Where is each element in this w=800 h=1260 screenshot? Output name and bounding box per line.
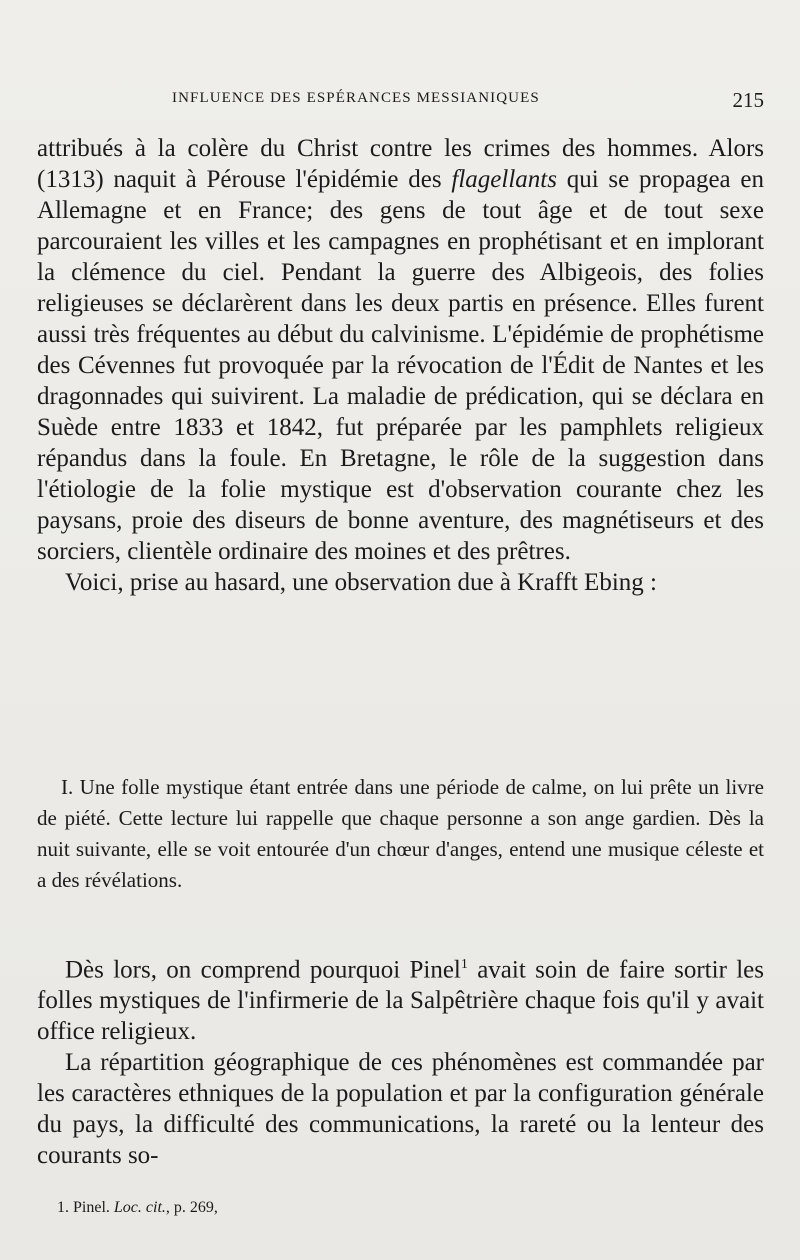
footnote-page: , p. 269, bbox=[165, 1199, 218, 1216]
paragraph-3-start: Dès lors, on comprend pourquoi Pinel bbox=[65, 956, 461, 984]
running-header bbox=[172, 90, 764, 114]
paragraph-4: La répartition géographique de ces phénomènes est commandée par les caractères ethniques de la population et par la configuration générale du pays, la difficulté des communications, la rareté ou la lenteur des courants so- bbox=[37, 1049, 764, 1170]
paragraph-2: Voici, prise au hasard, une observation due à Krafft Ebing : bbox=[65, 569, 657, 596]
footnote-author: Pinel. bbox=[73, 1199, 110, 1216]
observation-text: I. Une folle mystique étant entrée dans une période de calme, on lui prête un livre de piété. Cette lecture lui rappelle que chaque personne a son ange gardien. Dès la nuit suivante, elle se voit entourée d'un chœur d'anges, entend une musique céleste et a des révélations. bbox=[37, 775, 764, 892]
paragraph-3 bbox=[37, 949, 764, 1047]
italic-term-flagellants: flagellants bbox=[451, 166, 557, 193]
continuation-text bbox=[37, 949, 764, 1171]
paragraph-1 bbox=[37, 133, 764, 567]
paragraph-3-end: avait soin de faire sortir les folles mystiques de l'infirmerie de la Salpêtrière chaque fois qu'il y avait office religieux. bbox=[37, 956, 764, 1046]
paragraph-1-start: attribués à la colère du Christ contre les crimes des hommes. Alors (1313) naquit à Pérouse l'épidémie des bbox=[37, 135, 764, 193]
header-title: INFLUENCE DES ESPÉRANCES MESSIANIQUES bbox=[172, 90, 540, 106]
footnote-marker: 1 bbox=[460, 957, 468, 972]
paragraph-1-end: qui se propagea en Allemagne et en France; des gens de tout âge et de tout sexe parcouraient les villes et les campagnes en prophétisant et en implorant la clémence du ciel. Pendant la guerre des Albigeois, des folies religieuses se déclarèrent dans les deux partis en présence. Elles furent aussi très fréquentes au début du calvinisme. L'épidémie de prophétisme des Cévennes fut provoquée par la révocation de l'Édit de Nantes et les dragonnades qui suivirent. La maladie de prédication, qui se déclara en Suède entre 1833 et 1842, fut préparée par les pamphlets religieux répandus dans la foule. En Bretagne, le rôle de la suggestion dans l'étiologie de la folie mystique est d'observation courante chez les paysans, proie des diseurs de bonne aventure, des magnétiseurs et des sorciers, clientèle ordinaire des moines et des prêtres. bbox=[37, 166, 764, 565]
page-number: 215 bbox=[732, 88, 764, 112]
footnote-number: 1. bbox=[57, 1199, 69, 1216]
footnote-reference: Loc. cit. bbox=[113, 1199, 166, 1216]
main-text bbox=[37, 133, 764, 598]
footnote bbox=[57, 1199, 757, 1217]
observation-block bbox=[37, 772, 764, 896]
